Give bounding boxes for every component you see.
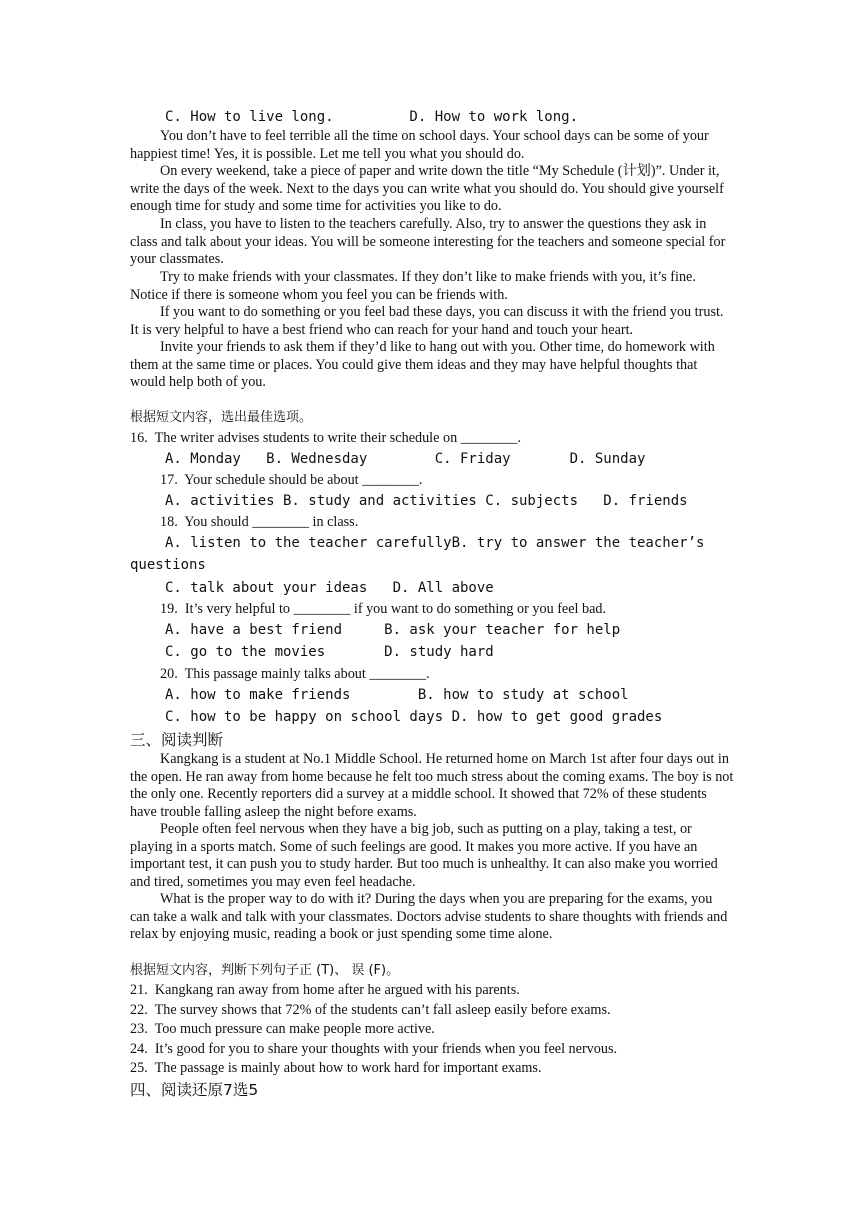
passage2-paragraph-2: On every weekend, take a piece of paper and write down the title “My Schedule (计划)”. Under it, write the days of the week. Next to the days you can write what you should do. You should give yourself enough time for study and some time for activities you like to do.: [130, 163, 728, 215]
passage2-paragraph-3: In class, you have to listen to the teachers carefully. Also, try to answer the questions they ask in class and talk about your ideas. You will be someone interesting for the teachers and someone special for your classmates.: [130, 216, 729, 268]
question-19-options-a: A. have a best friend B. ask your teacher for help: [165, 622, 621, 638]
instruction-choose-best: 根据短文内容，选出最佳选项。: [130, 410, 313, 425]
question-25: 25. The passage is mainly about how to work hard for important exams.: [130, 1060, 542, 1076]
question-22: 22. The survey shows that 72% of the students can’t fall asleep easily before exams.: [130, 1002, 611, 1018]
question-18-options-a: A. listen to the teacher carefullyB. try to answer the teacher’s: [165, 535, 705, 551]
passage2-paragraph-1: You don’t have to feel terrible all the time on school days. Your school days can be some of your happiest time! Yes, it is possible. Let me tell you what you should do.: [130, 128, 713, 162]
question-19: 19. It’s very helpful to ________ if you want to do something or you feel bad.: [160, 601, 607, 617]
passage3-paragraph-3: What is the proper way to do with it? During the days when you are preparing for the exams, you can take a walk and talk with your classmates. Doctors advise students to share thoughts with friends and relax by enjoying music, reading a book or just spending some time alone.: [130, 891, 731, 943]
section-3-title: 三、阅读判断: [130, 731, 224, 749]
question-16: 16. The writer advises students to write their schedule on ________.: [130, 430, 522, 446]
passage2-paragraph-5: If you want to do something or you feel bad these days, you can discuss it with the friend you trust. It is very helpful to have a best friend who can reach for your hand and touch your heart.: [130, 304, 728, 338]
question-20-options-b: C. how to be happy on school days D. how to get good grades: [165, 709, 663, 725]
question-20-options-a: A. how to make friends B. how to study at school: [165, 687, 629, 703]
previous-question-options: C. How to live long. D. How to work long.: [165, 109, 579, 125]
question-17-options: A. activities B. study and activities C. subjects D. friends: [165, 493, 688, 509]
passage3-paragraph-1: Kangkang is a student at No.1 Middle School. He returned home on March 1st after four days out in the open. He ran away from home because he felt too much stress about the coming exams. The boy is not the only one. Recently reporters did a survey at a middle school. It showed that 72% of these students have trouble falling asleep the night before exams.: [130, 751, 737, 820]
question-23: 23. Too much pressure can make people more active.: [130, 1021, 435, 1037]
question-18-options-wrap: questions: [130, 557, 206, 573]
question-24: 24. It’s good for you to share your thoughts with your friends when you feel nervous.: [130, 1041, 618, 1057]
question-21: 21. Kangkang ran away from home after he argued with his parents.: [130, 982, 520, 998]
question-17: 17. Your schedule should be about ________.: [160, 472, 423, 488]
question-18-options-c: C. talk about your ideas D. All above: [165, 580, 494, 596]
question-18: 18. You should ________ in class.: [160, 514, 359, 530]
passage2-paragraph-4: Try to make friends with your classmates. If they don’t like to make friends with you, it’s fine. Notice if there is someone whom you feel you can be friends with.: [130, 269, 700, 303]
question-19-options-b: C. go to the movies D. study hard: [165, 644, 494, 660]
instruction-true-false: 根据短文内容，判断下列句子正 (T)、 误 (F)。: [130, 963, 400, 978]
passage2-paragraph-6: Invite your friends to ask them if they’d like to hang out with you. Other time, do homework with them at the same time or places. You could give them ideas and they may have helpful thoughts that would help both of you.: [130, 339, 719, 391]
section-4-title: 四、阅读还原7选5: [130, 1081, 259, 1099]
passage3-paragraph-2: People often feel nervous when they have a big job, such as putting on a play, taking a test, or playing in a sports match. Some of such feelings are good. It makes you more active. If you have an important test, it can push you to study harder. But too much is unhealthy. It can also make you worried and tired, sometimes you may even feel headache.: [130, 821, 722, 890]
question-20: 20. This passage mainly talks about ________.: [160, 666, 430, 682]
question-16-options: A. Monday B. Wednesday C. Friday D. Sunday: [165, 451, 646, 467]
